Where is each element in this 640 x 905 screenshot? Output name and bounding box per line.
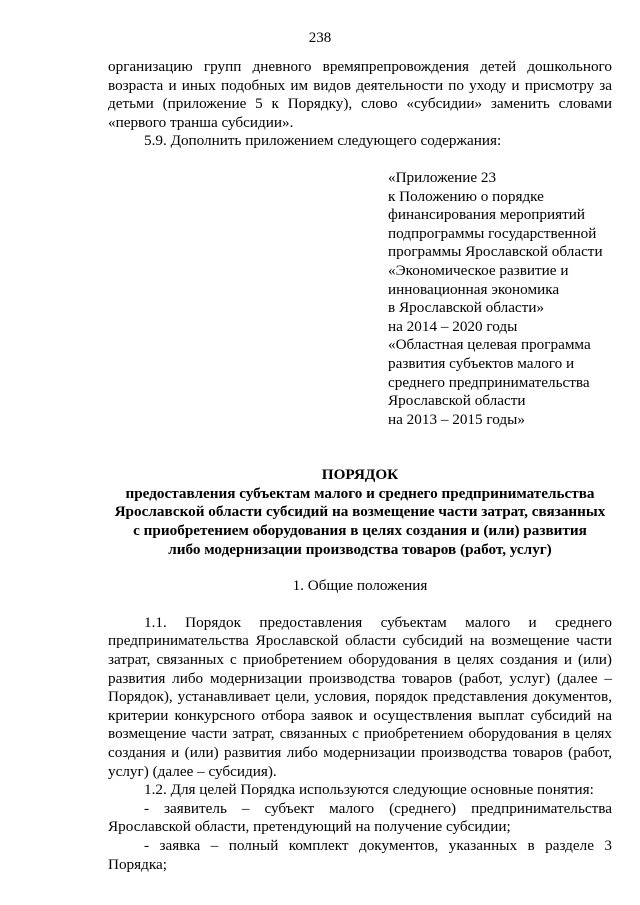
appendix-line: Ярославской области xyxy=(388,392,526,410)
appendix-line: в Ярославской области» xyxy=(388,299,545,317)
definition-applicant: - заявитель – субъект малого (среднего) предпринимательства Ярославской области, претендующий на получение субсидии; xyxy=(108,799,612,836)
appendix-line: среднего предпринимательства xyxy=(388,373,590,391)
title-subline: либо модернизации производства товаров (работ, услуг) xyxy=(168,540,552,558)
item-5-9: 5.9. Дополнить приложением следующего содержания: xyxy=(144,132,502,150)
appendix-line: к Положению о порядке xyxy=(388,187,544,205)
page-number: 238 xyxy=(308,30,332,46)
appendix-line: программы Ярославской области xyxy=(388,243,603,261)
appendix-line: инновационная экономика xyxy=(388,280,560,298)
title-subline: Ярославской области субсидий на возмещение части затрат, связанных xyxy=(114,503,606,521)
title-subline: с приобретением оборудования в целях создания и (или) развития xyxy=(133,522,587,540)
definition-application: - заявка – полный комплект документов, указанных в разделе 3 Порядка; xyxy=(108,836,612,873)
section-heading: 1. Общие положения xyxy=(292,577,428,595)
appendix-line: «Экономическое развитие и xyxy=(388,261,569,279)
document-body xyxy=(108,58,612,874)
top-paragraph: организацию групп дневного времяпрепровождения детей дошкольного возраста и иных подобных им видов деятельности по уходу и присмотру за детьми (приложение 5 к Порядку), слово «субсидии» заменить словами «первого транша субсидии». xyxy=(108,58,612,131)
appendix-line: «Областная целевая программа xyxy=(388,336,591,354)
title-main: ПОРЯДОК xyxy=(321,466,399,484)
appendix-line: «Приложение 23 xyxy=(388,168,497,186)
appendix-line: подпрограммы государственной xyxy=(388,224,597,242)
paragraph-1-1: 1.1. Порядок предоставления субъектам малого и среднего предпринимательства Ярославской области субсидий на возмещение части затрат, связанных с приобретением оборудования в целях создания и (или) развития либо модернизации производства товаров (работ, услуг) (далее – Порядок), устанавливает цели, условия, порядок представления документов, критерии конкурсного отбора заявок и осуществления выплат субсидий на возмещение части затрат, связанных с приобретением оборудования в целях создания и (или) развития либо модернизации производства товаров (работ, услуг) (далее – субсидия). xyxy=(108,613,612,780)
title-subline: предоставления субъектам малого и среднего предпринимательства xyxy=(125,484,595,502)
document-title xyxy=(108,466,612,559)
appendix-line: на 2014 – 2020 годы xyxy=(388,317,518,335)
appendix-line: финансирования мероприятий xyxy=(388,206,586,224)
appendix-line: развития субъектов малого и xyxy=(388,354,575,372)
appendix-line: на 2013 – 2015 годы» xyxy=(388,410,525,428)
paragraph-1-2: 1.2. Для целей Порядка используются следующие основные понятия: xyxy=(144,781,594,799)
appendix-header xyxy=(388,169,612,429)
